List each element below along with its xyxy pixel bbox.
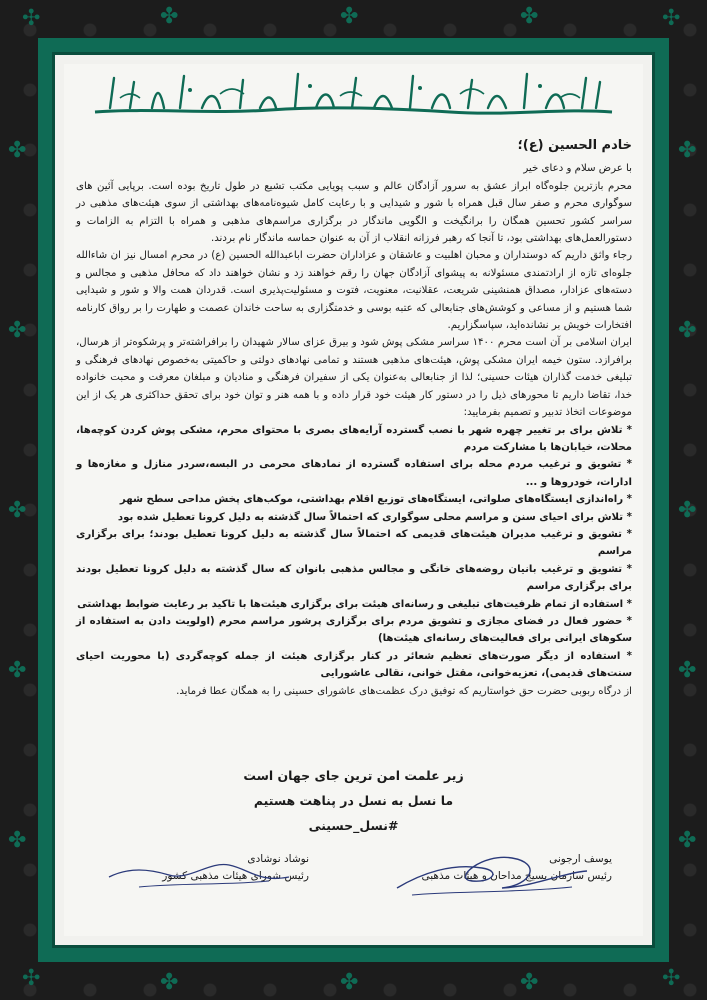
frame-ornament-icon: ✤ <box>678 318 697 343</box>
frame-ornament-icon: ✤ <box>8 318 27 343</box>
frame-ornament-icon: ✤ <box>160 970 179 995</box>
motto-line-1: زیر علمت امن ترین جای جهان است <box>243 768 464 783</box>
signer-right-title: رئیس سازمان بسیج مداحان و هیئات مذهبی <box>421 870 612 882</box>
list-item: * استفاده از تمام ظرفیت‌های تبلیغی و رسانه‌ای هیئت برای برگزاری هیئت‌ها با تاکید بر رعایت ضوابط بهداشتی <box>77 598 632 610</box>
paragraph-2: رجاء واثق داریم که دوستداران و محبان اهلبیت و عاشقان و عزاداران حضرت اباعبدالله الحسین (ع) در محرم امسال نیز ان شاءالله جلوه‌ای تازه از ارادتمندی مسئولانه به پیشوای آزادگان جهان را رقم خواهند زد و نشان خواهند داد که محافل مذهبی و مجالس و دسته‌های عزادار، مصداق همنشینی شریعت، عقلانیت، معنویت، فتوت و مسئولیت‌پذیری است. قدردان همت والا و شور و شیدایی شما هستیم و از مساعی و کوشش‌های جنابعالی که عتبه بوسی و خدمتگزاری به ساحت خاندان عصمت و طهارت را بر رواق کارنامه افتخارات خویش بر نشانده‌اید، سپاسگزاریم. <box>76 250 632 332</box>
action-items-list <box>76 422 632 683</box>
frame-ornament-icon: ✤ <box>340 970 359 995</box>
signer-left-name: نوشاد نوشادی <box>247 853 309 865</box>
frame-ornament-icon: ✣ <box>662 6 681 31</box>
paragraph-3: ایران اسلامی بر آن است محرم ۱۴۰۰ سراسر مشکی پوش شود و بیرق عزای سالار شهیدان را برافراشته‌تر و پرشکوه‌تر از هرسال، برافرازد. ستون خیمه ایران مشکی پوش، هیئت‌های مذهبی هستند و تمامی نهادهای دولتی و حاکمیتی به‌خصوص نهادهای فرهنگی و تبلیغی خدمت گذاران هیئات حسینی؛ لذا از جنابعالی به‌عنوان یکی از سفیران فرهنگی و منادیان و مبلغان معرفت و محبت خانواده خدا، تقاضا داریم تا محورهای ذیل را در دستور کار هیئت خود قرار داده و با همه هنر و توان خود برای تحقق حداکثری هر یک از این موضوعات اتخاذ تدبیر و تصمیم بفرمایید: <box>76 337 632 419</box>
frame-ornament-icon: ✤ <box>8 498 27 523</box>
frame-ornament-icon: ✤ <box>160 4 179 29</box>
handwritten-signature-left <box>99 847 299 897</box>
handwritten-signature-right <box>392 843 592 903</box>
frame-ornament-icon: ✣ <box>662 966 681 991</box>
list-item: * تشویق و ترغیب مدیران هیئت‌های قدیمی که احتمالاً سال گذشته به دلیل کرونا تعطیل بودند؛ برای برگزاری مراسم <box>76 528 632 558</box>
frame-ornament-icon: ✤ <box>678 658 697 683</box>
closing-prayer: از درگاه ربوبی حضرت حق خواستاریم که توفیق درک عظمت‌های عاشورای حسینی را به همگان عطا فرماید. <box>176 685 632 697</box>
frame-ornament-icon: ✤ <box>520 4 539 29</box>
frame-ornament-icon: ✤ <box>678 828 697 853</box>
signer-right-name: یوسف ارجونی <box>549 853 612 865</box>
frame-ornament-icon: ✤ <box>8 658 27 683</box>
motto-line-2: ما نسل به نسل در پناهت هستیم <box>253 793 454 808</box>
paragraph-1: محرم بازترین جلوه‌گاه ابراز عشق به سرور آزادگان عالم و سبب پویایی مکتب تشیع در طول تاریخ بوده است. برپایی آئین های سوگواری محرم و صفر سال قبل همراه با شور و شیدایی و با رعایت کامل شیوه‌نامه‌های بهداشتی از سوی هیئت‌های مذهبی در سراسر کشور تحسین همگان را برانگیخت و الگویی ماندگار در برگزاری مراسم‌های مذهبی و همراه با التزام به الزامات و دستورالعمل‌های بهداشتی بود، تا آنجا که رهبر فرزانه انقلاب از آن به عنوان حماسه ماندگار نام بردند. <box>76 180 632 245</box>
signature-block-right <box>382 851 612 885</box>
letter-body <box>76 137 632 700</box>
list-item: * حضور فعال در فضای مجازی و تشویق مردم برای برگزاری پرشور مراسم محرم (اولویت دادن به استفاده از سکوهای ایرانی برای فعالیت‌های رسانه‌ای هیئت‌ها) <box>76 615 632 645</box>
list-item: * تلاش برای بر تغییر چهره شهر با نصب گسترده آرایه‌های بصری با محتوای محرم، مشکی پوش کردن کوچه‌ها، محلات، خیابان‌ها با مشارکت مردم <box>76 424 632 453</box>
frame-ornament-icon: ✣ <box>22 6 41 31</box>
signature-block-left <box>79 851 309 885</box>
list-item: * تشویق و ترغیب بانیان روضه‌های خانگی و مجالس مذهبی بانوان که سال گذشته به دلیل کرونا تعطیل بودند برای برگزاری مراسم <box>76 563 632 593</box>
list-item: * استفاده از دیگر صورت‌های تعظیم شعائر در کنار برگزاری هیئت از جمله کوچه‌گردی (با محوریت احیای سنت‌های قدیمی)، تعزیه‌خوانی، مقتل خوانی، نقالی عاشورایی <box>76 650 632 680</box>
greeting: با عرض سلام و دعای خیر <box>523 163 632 175</box>
frame-ornament-icon: ✤ <box>678 138 697 163</box>
letter-heading: خادم الحسین (ع)؛ <box>517 138 632 153</box>
list-item: * راه‌اندازی ایستگاه‌های صلواتی، ایستگاه‌های توزیع اقلام بهداشتی، موکب‌های پخش مداحی سطح شهر <box>119 494 632 506</box>
frame-ornament-icon: ✤ <box>678 498 697 523</box>
motto-hashtag: #نسل_حسینی <box>308 818 399 833</box>
signer-left-title: رئیس شورای هیئات مذهبی کشور <box>162 870 309 882</box>
frame-ornament-icon: ✤ <box>340 4 359 29</box>
list-item: * تلاش برای احیای سنن و مراسم محلی سوگواری که احتمالاً سال گذشته به دلیل کرونا تعطیل شده بود <box>117 511 632 523</box>
frame-ornament-icon: ✤ <box>8 138 27 163</box>
frame-ornament-icon: ✤ <box>520 970 539 995</box>
frame-ornament-icon: ✤ <box>8 828 27 853</box>
calligraphy-header <box>90 68 617 118</box>
frame-ornament-icon: ✣ <box>22 966 41 991</box>
list-item: * تشویق و ترغیب مردم محله برای استفاده گسترده از نمادهای محرمی در البسه،سردر منازل و مغازه‌ها و ادارات، خودروها و ... <box>76 459 632 488</box>
